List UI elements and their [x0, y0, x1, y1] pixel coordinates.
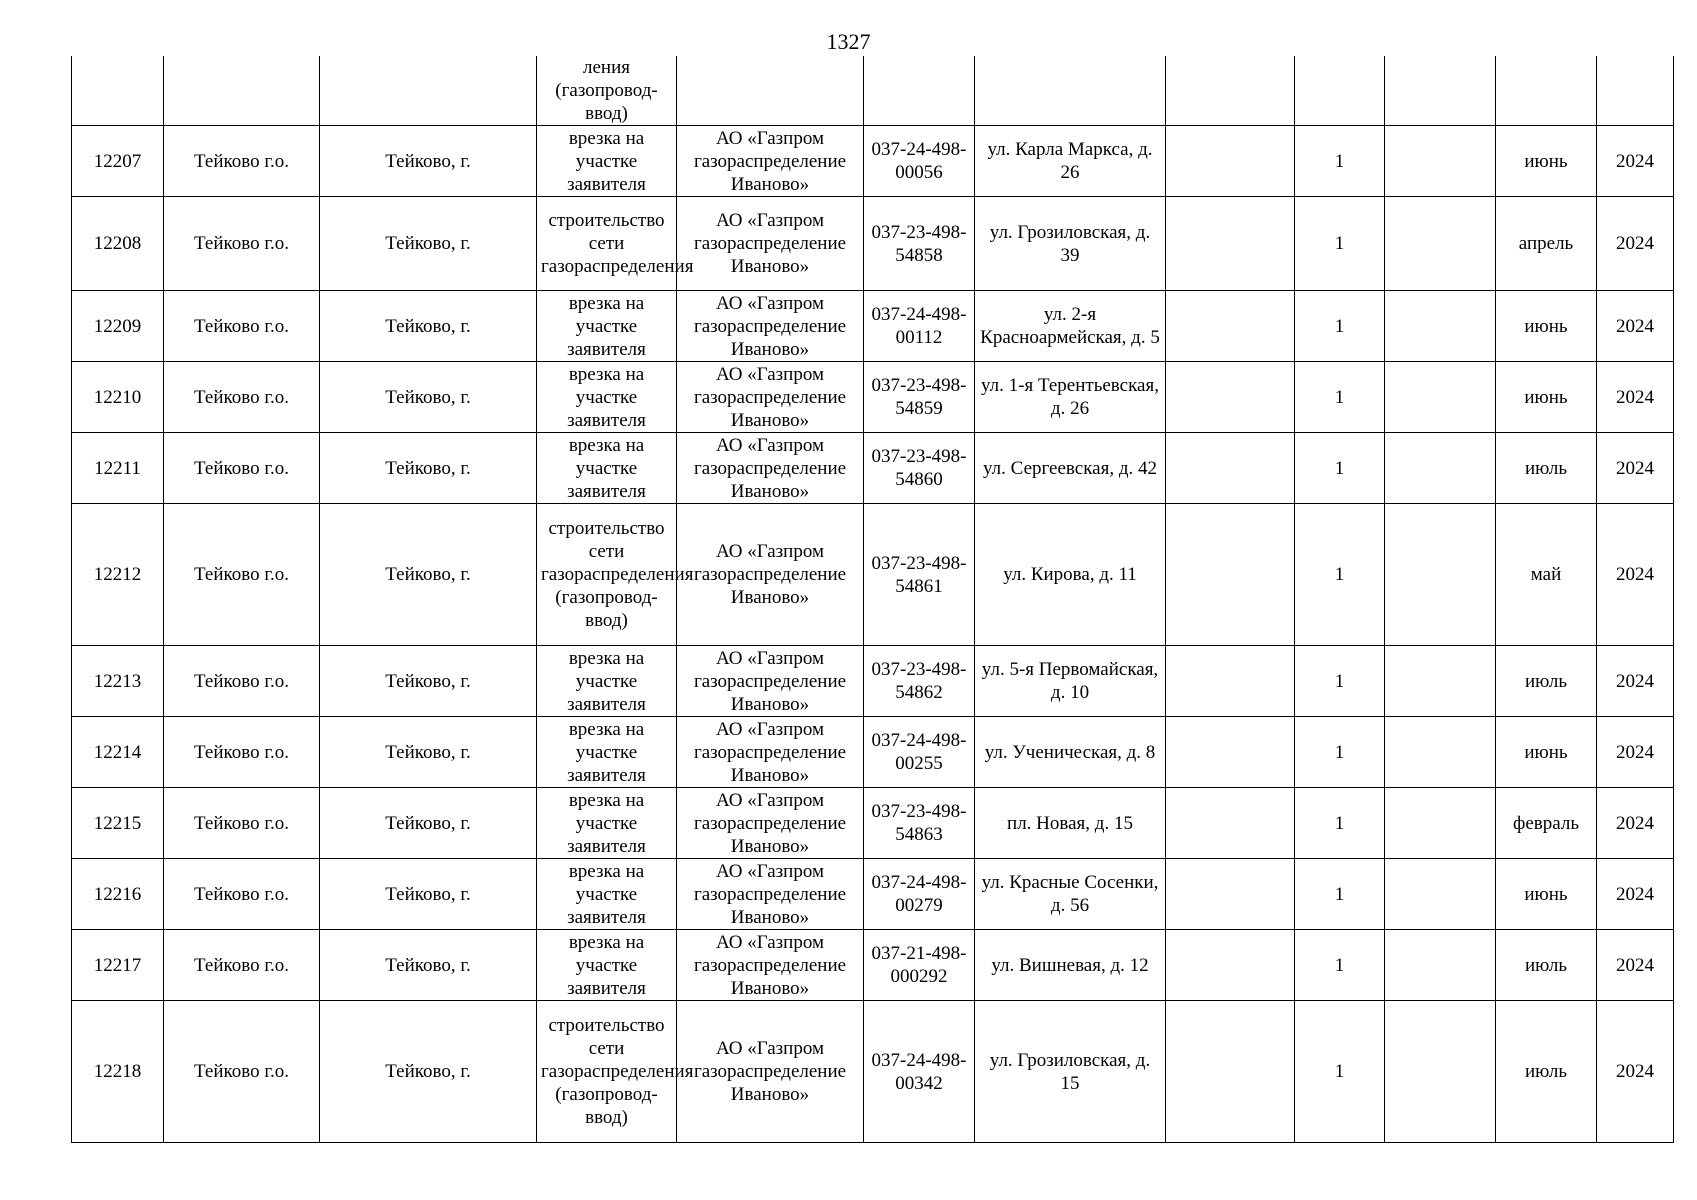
cell-address: ул. Красные Сосенки, д. 56	[975, 859, 1166, 930]
cell-col10	[1385, 197, 1496, 291]
cell-work-type: врезка на участке заявителя	[537, 717, 677, 788]
cell-num: 12211	[72, 433, 164, 504]
cell-address: ул. 2-я Красноармейская, д. 5	[975, 291, 1166, 362]
cell-qty: 1	[1295, 433, 1385, 504]
cell-work-type: строительство сети газораспределения (газопровод-ввод)	[537, 504, 677, 646]
cell-month: май	[1496, 504, 1597, 646]
cell-month: июль	[1496, 1001, 1597, 1143]
cell-qty	[1295, 56, 1385, 126]
cell-month: июнь	[1496, 859, 1597, 930]
cell-locality: Тейково, г.	[320, 291, 537, 362]
cell-col10	[1385, 717, 1496, 788]
table-row	[72, 930, 1674, 1001]
cell-code: 037-24-498-00255	[864, 717, 975, 788]
cell-address: ул. 1-я Терентьевская, д. 26	[975, 362, 1166, 433]
cell-address: ул. Кирова, д. 11	[975, 504, 1166, 646]
cell-code: 037-23-498-54858	[864, 197, 975, 291]
cell-qty: 1	[1295, 930, 1385, 1001]
cell-qty: 1	[1295, 859, 1385, 930]
cell-locality: Тейково, г.	[320, 1001, 537, 1143]
cell-col10	[1385, 504, 1496, 646]
cell-month: июнь	[1496, 717, 1597, 788]
cell-district: Тейково г.о.	[164, 788, 320, 859]
cell-num: 12210	[72, 362, 164, 433]
cell-year: 2024	[1597, 126, 1674, 197]
cell-locality: Тейково, г.	[320, 197, 537, 291]
cell-company	[677, 56, 864, 126]
cell-year: 2024	[1597, 859, 1674, 930]
cell-qty: 1	[1295, 717, 1385, 788]
cell-code: 037-24-498-00279	[864, 859, 975, 930]
cell-col10	[1385, 362, 1496, 433]
cell-qty: 1	[1295, 1001, 1385, 1143]
cell-year: 2024	[1597, 291, 1674, 362]
cell-work-type: врезка на участке заявителя	[537, 126, 677, 197]
cell-district: Тейково г.о.	[164, 126, 320, 197]
cell-company: АО «Газпром газораспределение Иваново»	[677, 646, 864, 717]
cell-col10	[1385, 433, 1496, 504]
cell-company: АО «Газпром газораспределение Иваново»	[677, 197, 864, 291]
cell-locality: Тейково, г.	[320, 126, 537, 197]
cell-col8	[1166, 930, 1295, 1001]
cell-locality: Тейково, г.	[320, 504, 537, 646]
cell-num: 12213	[72, 646, 164, 717]
table-row	[72, 1001, 1674, 1143]
cell-month: апрель	[1496, 197, 1597, 291]
cell-work-type: врезка на участке заявителя	[537, 788, 677, 859]
cell-month: июль	[1496, 930, 1597, 1001]
cell-col10	[1385, 859, 1496, 930]
cell-locality	[320, 56, 537, 126]
continuation-row	[72, 56, 1674, 126]
cell-locality: Тейково, г.	[320, 859, 537, 930]
cell-num: 12207	[72, 126, 164, 197]
cell-address	[975, 56, 1166, 126]
cell-work-type: врезка на участке заявителя	[537, 362, 677, 433]
cell-col8	[1166, 646, 1295, 717]
cell-qty: 1	[1295, 126, 1385, 197]
cell-col10	[1385, 126, 1496, 197]
cell-qty: 1	[1295, 362, 1385, 433]
cell-col8	[1166, 1001, 1295, 1143]
cell-code: 037-24-498-00056	[864, 126, 975, 197]
cell-code: 037-23-498-54862	[864, 646, 975, 717]
cell-district: Тейково г.о.	[164, 717, 320, 788]
cell-code: 037-23-498-54859	[864, 362, 975, 433]
cell-col8	[1166, 788, 1295, 859]
cell-num: 12212	[72, 504, 164, 646]
table-body	[72, 56, 1674, 1143]
table-row	[72, 291, 1674, 362]
table-row	[72, 197, 1674, 291]
table-row	[72, 126, 1674, 197]
cell-qty: 1	[1295, 646, 1385, 717]
cell-col10	[1385, 56, 1496, 126]
cell-address: ул. Сергеевская, д. 42	[975, 433, 1166, 504]
cell-col8	[1166, 197, 1295, 291]
table-row	[72, 859, 1674, 930]
cell-district: Тейково г.о.	[164, 1001, 320, 1143]
cell-year: 2024	[1597, 433, 1674, 504]
cell-work-type: врезка на участке заявителя	[537, 646, 677, 717]
cell-month: июнь	[1496, 362, 1597, 433]
cell-col10	[1385, 930, 1496, 1001]
table-row	[72, 362, 1674, 433]
cell-month: июль	[1496, 433, 1597, 504]
cell-year	[1597, 56, 1674, 126]
cell-work-type: строительство сети газораспределения (газопровод-ввод)	[537, 1001, 677, 1143]
cell-year: 2024	[1597, 788, 1674, 859]
cell-qty: 1	[1295, 504, 1385, 646]
cell-district: Тейково г.о.	[164, 646, 320, 717]
cell-num	[72, 56, 164, 126]
cell-col8	[1166, 859, 1295, 930]
cell-address: ул. 5-я Первомайская, д. 10	[975, 646, 1166, 717]
cell-year: 2024	[1597, 717, 1674, 788]
cell-work-type: строительство сети газораспределения	[537, 197, 677, 291]
cell-col8	[1166, 717, 1295, 788]
cell-locality: Тейково, г.	[320, 646, 537, 717]
cell-num: 12209	[72, 291, 164, 362]
cell-locality: Тейково, г.	[320, 930, 537, 1001]
cell-year: 2024	[1597, 362, 1674, 433]
cell-district: Тейково г.о.	[164, 930, 320, 1001]
cell-company: АО «Газпром газораспределение Иваново»	[677, 859, 864, 930]
table-row	[72, 433, 1674, 504]
cell-month	[1496, 56, 1597, 126]
cell-col10	[1385, 788, 1496, 859]
cell-code: 037-21-498-000292	[864, 930, 975, 1001]
cell-month: июль	[1496, 646, 1597, 717]
cell-company: АО «Газпром газораспределение Иваново»	[677, 1001, 864, 1143]
cell-col10	[1385, 646, 1496, 717]
cell-code: 037-23-498-54861	[864, 504, 975, 646]
cell-district: Тейково г.о.	[164, 197, 320, 291]
cell-work-type: врезка на участке заявителя	[537, 930, 677, 1001]
cell-month: февраль	[1496, 788, 1597, 859]
page-number: 1327	[826, 29, 871, 54]
cell-year: 2024	[1597, 504, 1674, 646]
cell-address: ул. Грозиловская, д. 39	[975, 197, 1166, 291]
cell-locality: Тейково, г.	[320, 362, 537, 433]
cell-district: Тейково г.о.	[164, 433, 320, 504]
registry-table	[71, 56, 1674, 1143]
cell-company: АО «Газпром газораспределение Иваново»	[677, 291, 864, 362]
cell-company: АО «Газпром газораспределение Иваново»	[677, 362, 864, 433]
cell-company: АО «Газпром газораспределение Иваново»	[677, 788, 864, 859]
cell-col8	[1166, 433, 1295, 504]
cell-company: АО «Газпром газораспределение Иваново»	[677, 717, 864, 788]
cell-month: июнь	[1496, 126, 1597, 197]
cell-district: Тейково г.о.	[164, 362, 320, 433]
cell-num: 12216	[72, 859, 164, 930]
cell-col8	[1166, 56, 1295, 126]
cell-code	[864, 56, 975, 126]
cell-code: 037-23-498-54863	[864, 788, 975, 859]
cell-num: 12208	[72, 197, 164, 291]
cell-work-type: врезка на участке заявителя	[537, 859, 677, 930]
cell-address: ул. Ученическая, д. 8	[975, 717, 1166, 788]
cell-work-type: врезка на участке заявителя	[537, 291, 677, 362]
cell-qty: 1	[1295, 788, 1385, 859]
cell-address: ул. Грозиловская, д. 15	[975, 1001, 1166, 1143]
cell-year: 2024	[1597, 197, 1674, 291]
cell-col8	[1166, 362, 1295, 433]
cell-work-type: ления (газопровод-ввод)	[537, 56, 677, 126]
table-row	[72, 717, 1674, 788]
cell-month: июнь	[1496, 291, 1597, 362]
cell-col8	[1166, 291, 1295, 362]
cell-locality: Тейково, г.	[320, 788, 537, 859]
cell-company: АО «Газпром газораспределение Иваново»	[677, 433, 864, 504]
cell-qty: 1	[1295, 291, 1385, 362]
cell-num: 12217	[72, 930, 164, 1001]
cell-col8	[1166, 126, 1295, 197]
cell-district: Тейково г.о.	[164, 504, 320, 646]
cell-district	[164, 56, 320, 126]
cell-locality: Тейково, г.	[320, 433, 537, 504]
table-row	[72, 504, 1674, 646]
cell-col8	[1166, 504, 1295, 646]
cell-code: 037-23-498-54860	[864, 433, 975, 504]
cell-company: АО «Газпром газораспределение Иваново»	[677, 504, 864, 646]
cell-year: 2024	[1597, 930, 1674, 1001]
cell-num: 12214	[72, 717, 164, 788]
cell-address: ул. Вишневая, д. 12	[975, 930, 1166, 1001]
cell-address: пл. Новая, д. 15	[975, 788, 1166, 859]
cell-year: 2024	[1597, 646, 1674, 717]
cell-code: 037-24-498-00112	[864, 291, 975, 362]
table-row	[72, 788, 1674, 859]
cell-work-type: врезка на участке заявителя	[537, 433, 677, 504]
cell-district: Тейково г.о.	[164, 291, 320, 362]
cell-company: АО «Газпром газораспределение Иваново»	[677, 930, 864, 1001]
table-row	[72, 646, 1674, 717]
cell-qty: 1	[1295, 197, 1385, 291]
cell-num: 12218	[72, 1001, 164, 1143]
cell-district: Тейково г.о.	[164, 859, 320, 930]
cell-num: 12215	[72, 788, 164, 859]
cell-code: 037-24-498-00342	[864, 1001, 975, 1143]
cell-col10	[1385, 291, 1496, 362]
cell-company: АО «Газпром газораспределение Иваново»	[677, 126, 864, 197]
cell-locality: Тейково, г.	[320, 717, 537, 788]
cell-address: ул. Карла Маркса, д. 26	[975, 126, 1166, 197]
cell-col10	[1385, 1001, 1496, 1143]
cell-year: 2024	[1597, 1001, 1674, 1143]
